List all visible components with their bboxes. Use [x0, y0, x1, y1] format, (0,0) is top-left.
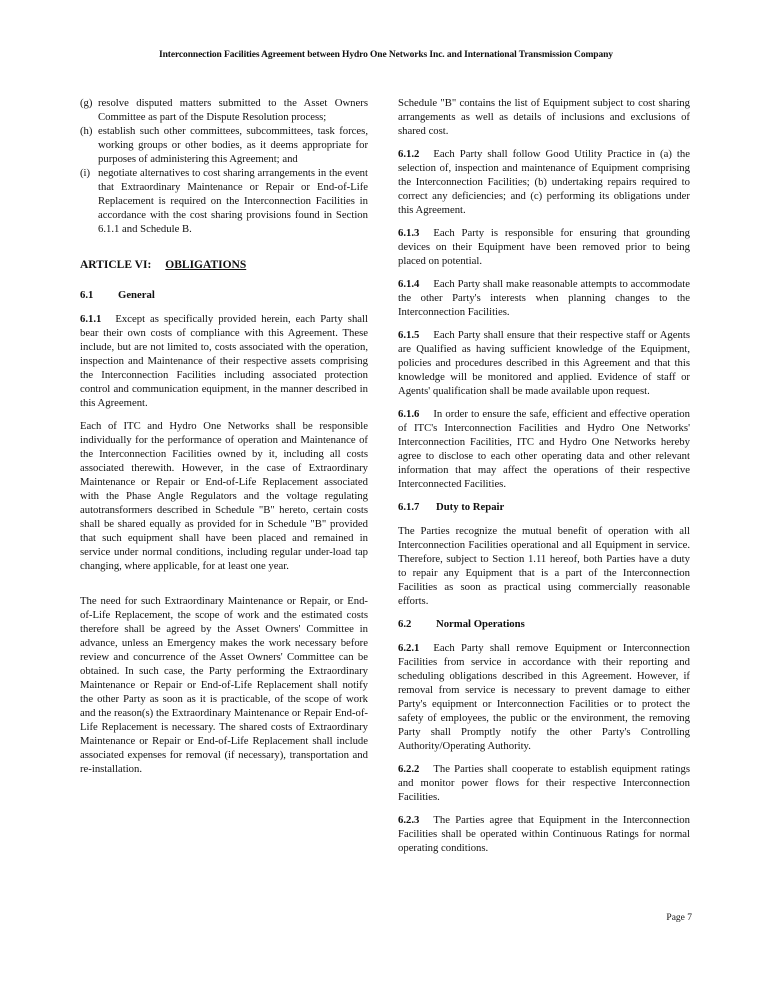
- article-heading: [80, 258, 368, 272]
- list-text: establish such other committees, subcommittees, task forces, working groups or other bodies, as it deems appropriate for purposes of administering this Agreement; and: [98, 125, 368, 165]
- page-number: Page 7: [666, 913, 692, 923]
- section-number: 6.1: [80, 289, 94, 301]
- list-marker: (g): [80, 97, 93, 109]
- paragraph-6-1-2: [398, 147, 690, 217]
- paragraph-6-1-4: [398, 277, 690, 319]
- paragraph-6-1-6: [398, 407, 690, 491]
- list-item: [80, 96, 368, 124]
- list-marker: (h): [80, 125, 93, 137]
- paragraph-text: Except as specifically provided herein, each Party shall bear their own costs of compliance with this Agreement. These include, but are not limited to, costs associated with the operation, inspection and Maintenance of their respective assets comprising the Interconnection Facilities including associated protection control and communication equipment, in the manner described in this Agreement.: [80, 313, 368, 409]
- section-title: Duty to Repair: [436, 501, 505, 513]
- paragraph-6-1-1: [80, 312, 368, 410]
- section-heading: [80, 288, 368, 302]
- section-title: General: [118, 289, 155, 301]
- list-item: [80, 166, 368, 236]
- list-text: resolve disputed matters submitted to the Asset Owners Committee as part of the Dispute Resolution process;: [98, 97, 368, 123]
- section-number: 6.2: [398, 618, 412, 630]
- paragraph-text: In order to ensure the safe, efficient and effective operation of ITC's Interconnection Facilities and Hydro One Networks' Interconnection Facilities, ITC and Hydro One Networks hereby agree to disclose to each other operating data and other relevant information that may affect the operations of their respective Interconnected Facilities.: [398, 408, 690, 490]
- left-column: [80, 96, 368, 785]
- article-label: ARTICLE VI:: [80, 259, 152, 271]
- article-title: OBLIGATIONS: [165, 259, 247, 271]
- paragraph-number: 6.1.6: [398, 408, 420, 420]
- section-title: Normal Operations: [436, 618, 525, 630]
- paragraph-each-of: Each of ITC and Hydro One Networks shall be responsible individually for the performance of operation and Maintenance of the Interconnection Facilities owned by it, including all costs associated therewith. However, in the case of Extraordinary Maintenance or Repair or End-of-Life Replacement associated with the Phase Angle Regulators and the voltage regulating autotransformers described in Schedule "B" hereto, certain costs shall be shared equally as provided for in Schedule "B" provided that such equipment shall have been placed and remained in service under normal conditions, including regular under-load tap changing, where applicable, for at least one year.: [80, 420, 368, 572]
- section-number: 6.1.7: [398, 501, 420, 513]
- paragraph-6-1-5: [398, 328, 690, 398]
- section-heading: [398, 617, 690, 631]
- paragraph-text: Each Party shall ensure that their respective staff or Agents are Qualified as having sufficient knowledge of the Equipment, policies and procedures described in this Agreement and that this knowledge will be monitored and applied. Evidence of staff or Agents' qualification shall be made available upon request.: [398, 329, 690, 397]
- paragraph-6-2-2: [398, 762, 690, 804]
- paragraph-text: The Parties shall cooperate to establish equipment ratings and monitor power flows for their respective Interconnection Facilities.: [398, 763, 690, 803]
- paragraph-6-2-3: [398, 813, 690, 855]
- paragraph-schedule: Schedule "B" contains the list of Equipment subject to cost sharing arrangements as well as details of inclusions and exclusions of shared cost.: [398, 97, 690, 137]
- paragraph-text: Each Party shall make reasonable attempts to accommodate the other Party's interests when planning changes to the Interconnection Facilities.: [398, 278, 690, 318]
- paragraph-number: 6.1.3: [398, 227, 420, 239]
- section-heading: [398, 500, 690, 514]
- list-item: [80, 124, 368, 166]
- right-column: [398, 96, 690, 864]
- paragraph-number: 6.1.1: [80, 313, 102, 325]
- list-text: negotiate alternatives to cost sharing arrangements in the event that Extraordinary Maintenance or Repair or End-of-Life Replacement is required on the Interconnection Facilities in accordance with the cost sharing provisions found in Section 6.1.1 and Schedule B.: [98, 167, 368, 235]
- paragraph-number: 6.2.3: [398, 814, 420, 826]
- paragraph-number: 6.1.4: [398, 278, 420, 290]
- paragraph-number: 6.2.2: [398, 763, 420, 775]
- paragraph-number: 6.1.2: [398, 148, 420, 160]
- running-header: Interconnection Facilities Agreement between Hydro One Networks Inc. and International Transmission Company: [159, 50, 613, 60]
- paragraph-parties: The Parties recognize the mutual benefit of operation with all Interconnection Facilities operational and all Equipment in service. Therefore, subject to Section 1.11 hereof, both Parties have a duty to repair any Equipment that is a part of the Interconnection Facilities as soon as practical using commercially reasonable efforts.: [398, 525, 690, 607]
- paragraph-number: 6.2.1: [398, 642, 420, 654]
- paragraph-6-2-1: [398, 641, 690, 753]
- paragraph-text: Each Party is responsible for ensuring that grounding devices on their Equipment have been removed prior to being placed on potential.: [398, 227, 690, 267]
- paragraph-text: Each Party shall remove Equipment or Interconnection Facilities from service in accordance with their reporting and scheduling obligations described in this Agreement. However, if removal from service is necessary to prevent damage to either Party's equipment or Interconnection Facilities or to protect the safety of employees, the public or the environment, the removing Party shall Promptly notify the other Party's Controlling Authority/Operating Authority.: [398, 642, 690, 752]
- paragraph-number: 6.1.5: [398, 329, 420, 341]
- paragraph-need: The need for such Extraordinary Maintenance or Repair, or End-of-Life Replacement, the scope of work and the estimated costs therefore shall be agreed by the Asset Owners' Committee in advance, unless an Emergency makes the work necessary before review and concurrence of the Asset Owners' Committee can be obtained. In such case, the Party performing the Extraordinary Maintenance or Repair or End-of-Life Replacement shall notify the other Party as soon as it is practicable, of the scope of work and the reason(s) the Extraordinary Maintenance or Repair End-of-Life Replacement is necessary. The shared costs of Extraordinary Maintenance or Repair or End-of-Life Replacement shall include associated expenses for removal (if necessary), transportation and re-installation.: [80, 595, 368, 775]
- paragraph-text: Each Party shall follow Good Utility Practice in (a) the selection of, inspection and maintenance of Equipment comprising the Interconnection Facilities; (b) undertaking repairs required to correct any deficiencies; and (c) performing its obligations under this Agreement.: [398, 148, 690, 216]
- paragraph-6-1-3: [398, 226, 690, 268]
- paragraph-text: The Parties agree that Equipment in the Interconnection Facilities shall be operated within Continuous Ratings for normal operating conditions.: [398, 814, 690, 854]
- list-marker: (i): [80, 167, 91, 179]
